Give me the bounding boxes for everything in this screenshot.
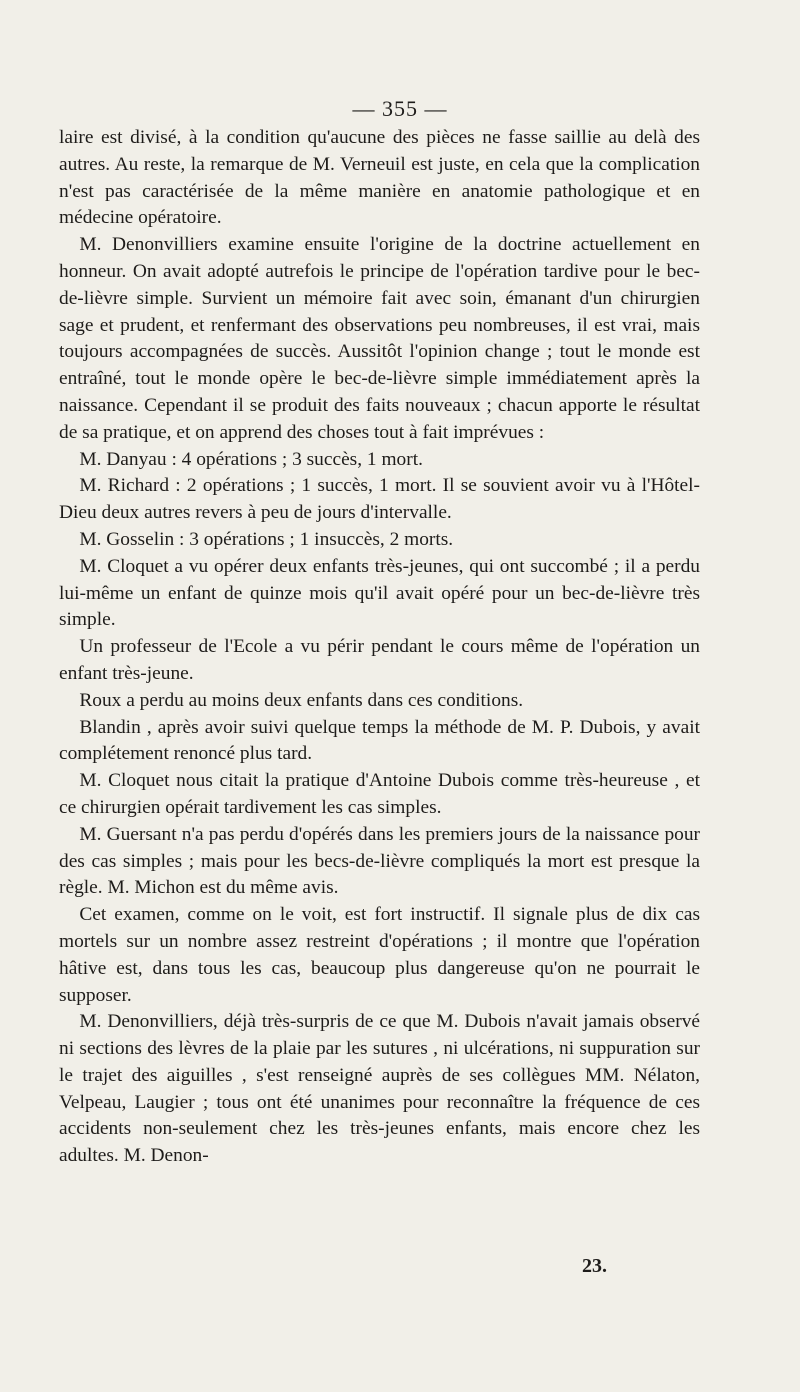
- paragraph: M. Denonvilliers, déjà très-surpris de ce que M. Dubois n'avait jamais observé ni sections des lèvres de la plaie par les sutures , ni ulcérations, ni suppuration sur le trajet des aiguilles , s'est renseigné auprès de ses collègues MM. Nélaton, Velpeau, Laugier ; tous ont été unanimes pour reconnaître la fréquence de ces accidents non-seulement chez les très-jeunes enfants, mais encore chez les adultes. M. Denon-: [59, 1011, 700, 1167]
- paragraph: M. Denonvilliers examine ensuite l'origine de la doctrine actuellement en honneur. On avait adopté autrefois le principe de l'opération tardive pour le bec-de-lièvre simple. Survient un mémoire fait avec soin, émanant d'un chirurgien sage et prudent, et renfermant des observations peu nombreuses, il est vrai, mais toujours accompagnées de succès. Aussitôt l'opinion change ; tout le monde est entraîné, tout le monde opère le bec-de-lièvre simple immédiatement après la naissance. Cependant il se produit des faits nouveaux ; chacun apporte le résultat de sa pratique, et on apprend des choses tout à fait imprévues :: [59, 234, 700, 443]
- paragraph: Un professeur de l'Ecole a vu périr pendant le cours même de l'opération un enfant très-jeune.: [59, 636, 700, 684]
- paragraph: M. Gosselin : 3 opérations ; 1 insuccès, 2 morts.: [79, 528, 454, 550]
- paragraph: Roux a perdu au moins deux enfants dans ces conditions.: [79, 689, 524, 711]
- paragraph: laire est divisé, à la condition qu'aucune des pièces ne fasse saillie au delà des autres. Au reste, la remarque de M. Verneuil est juste, en cela que la complication n'est pas caractérisée de la même manière en anatomie pathologique et en médecine opératoire.: [59, 127, 700, 229]
- paragraph: M. Guersant n'a pas perdu d'opérés dans les premiers jours de la naissance pour des cas simples ; mais pour les becs-de-lièvre compliqués la mort est presque la règle. M. Michon est du même avis.: [59, 823, 700, 899]
- page-number: — 355 —: [352, 96, 448, 121]
- body-text: [59, 125, 700, 1170]
- signature-mark: 23.: [582, 1255, 607, 1277]
- paragraph: M. Cloquet nous citait la pratique d'Antoine Dubois comme très-heureuse , et ce chirurgien opérait tardivement les cas simples.: [59, 770, 700, 818]
- paragraph: M. Richard : 2 opérations ; 1 succès, 1 mort. Il se souvient avoir vu à l'Hôtel-Dieu deux autres revers à peu de jours d'intervalle.: [59, 475, 700, 524]
- paragraph: Cet examen, comme on le voit, est fort instructif. Il signale plus de dix cas mortels sur un nombre assez restreint d'opérations ; il montre que l'opération hâtive est, dans tous les cas, beaucoup plus dangereuse qu'on ne pourrait le supposer.: [59, 904, 700, 1006]
- paragraph: Blandin , après avoir suivi quelque temps la méthode de M. P. Dubois, y avait complétement renoncé plus tard.: [59, 716, 700, 765]
- paragraph: M. Cloquet a vu opérer deux enfants très-jeunes, qui ont succombé ; il a perdu lui-même un enfant de quinze mois qu'il avait opéré pour un bec-de-lièvre très simple.: [59, 555, 700, 631]
- paragraph: M. Danyau : 4 opérations ; 3 succès, 1 mort.: [79, 448, 423, 470]
